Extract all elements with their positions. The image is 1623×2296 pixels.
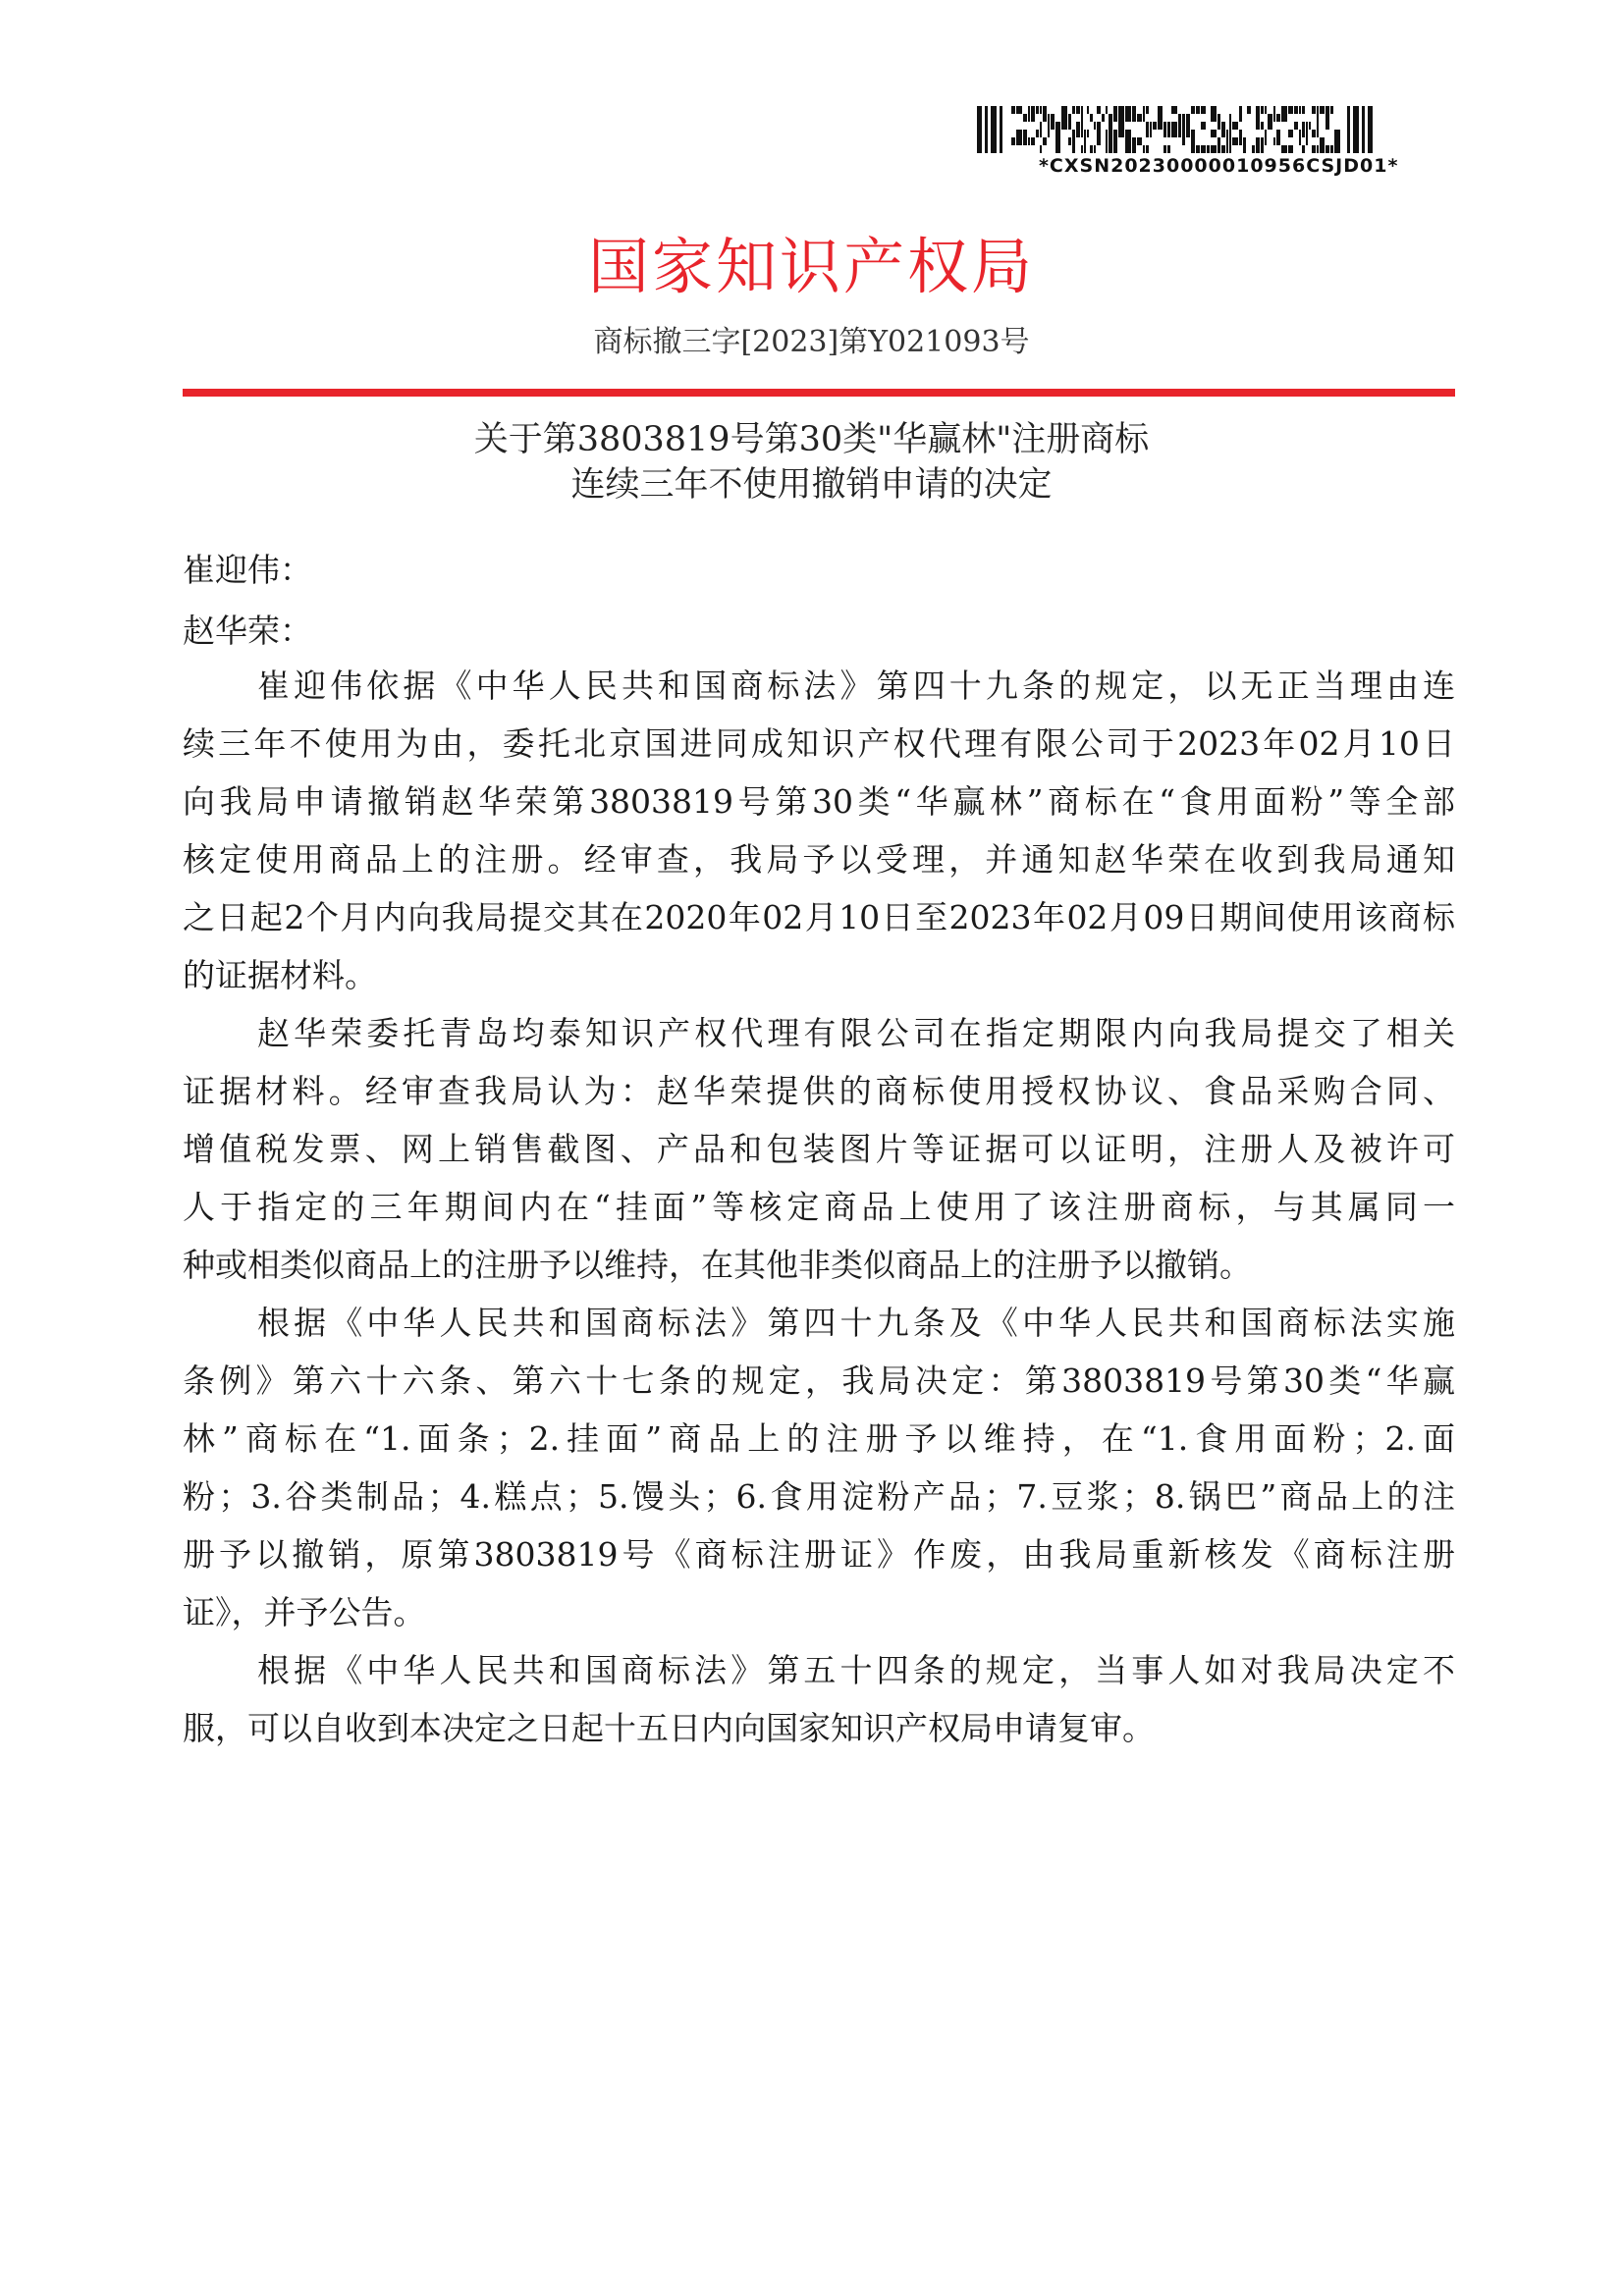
body-line: 服，可以自收到本决定之日起十五日内向国家知识产权局申请复审。 xyxy=(183,1709,1155,1747)
body-line: 根据《中华人民共和国商标法》第四十九条及《中华人民共和国商标法实施 xyxy=(257,1304,1455,1342)
body-line: 续三年不使用为由，委托北京国进同成知识产权代理有限公司于2023年02月10日 xyxy=(183,724,1455,763)
barcode-text: *CXSN20230000010956CSJD01* xyxy=(1039,155,1399,177)
body-line: 之日起2个月内向我局提交其在2020年02月10日至2023年02月09日期间使用该商标 xyxy=(183,898,1455,936)
body-line: 林”商标在“1.面条；2.挂面”商品上的注册予以维持，在“1.食用面粉；2.面 xyxy=(183,1419,1455,1458)
body-line: 赵华荣委托青岛均泰知识产权代理有限公司在指定期限内向我局提交了相关 xyxy=(257,1014,1455,1052)
body-line: 核定使用商品上的注册。经审查，我局予以受理，并通知赵华荣在收到我局通知 xyxy=(183,840,1455,879)
body-line: 崔迎伟依据《中华人民共和国商标法》第四十九条的规定，以无正当理由连 xyxy=(257,667,1455,705)
body-line: 的证据材料。 xyxy=(183,956,377,994)
red-divider-line xyxy=(183,389,1455,397)
body-line: 人于指定的三年期间内在“挂面”等核定商品上使用了该注册商标，与其属同一 xyxy=(183,1188,1455,1226)
body-line: 向我局申请撤销赵华荣第3803819号第30类“华赢林”商标在“食用面粉”等全部 xyxy=(183,782,1455,821)
body-line: 证据材料。经审查我局认为：赵华荣提供的商标使用授权协议、食品采购合同、 xyxy=(183,1072,1455,1110)
document-title-line-1: 关于第3803819号第30类"华赢林"注册商标 xyxy=(473,420,1150,459)
barcode-image xyxy=(977,106,1389,153)
agency-name: 国家知识产权局 xyxy=(587,231,1035,302)
document-title xyxy=(0,417,1623,507)
body-line: 证》，并予公告。 xyxy=(183,1593,426,1631)
body-line: 种或相类似商品上的注册予以维持，在其他非类似商品上的注册予以撤销。 xyxy=(183,1246,1252,1284)
document-title-line-2: 连续三年不使用撤销申请的决定 xyxy=(570,465,1053,505)
document-number: 商标撤三字[2023]第Y021093号 xyxy=(593,325,1030,359)
body-line: 条例》第六十六条、第六十七条的规定，我局决定：第3803819号第30类“华赢 xyxy=(183,1362,1455,1400)
addressee-registrant: 赵华荣： xyxy=(183,612,312,650)
body-line: 增值税发票、网上销售截图、产品和包装图片等证据可以证明，注册人及被许可 xyxy=(183,1130,1455,1168)
body-line: 册予以撤销，原第3803819号《商标注册证》作废，由我局重新核发《商标注册 xyxy=(183,1535,1455,1574)
addressee-applicant: 崔迎伟： xyxy=(183,551,312,589)
body-line: 粉；3.谷类制品；4.糕点；5.馒头；6.食用淀粉产品；7.豆浆；8.锅巴”商品上的注 xyxy=(183,1477,1455,1516)
barcode xyxy=(977,106,1389,153)
body-line: 根据《中华人民共和国商标法》第五十四条的规定，当事人如对我局决定不 xyxy=(257,1651,1455,1689)
